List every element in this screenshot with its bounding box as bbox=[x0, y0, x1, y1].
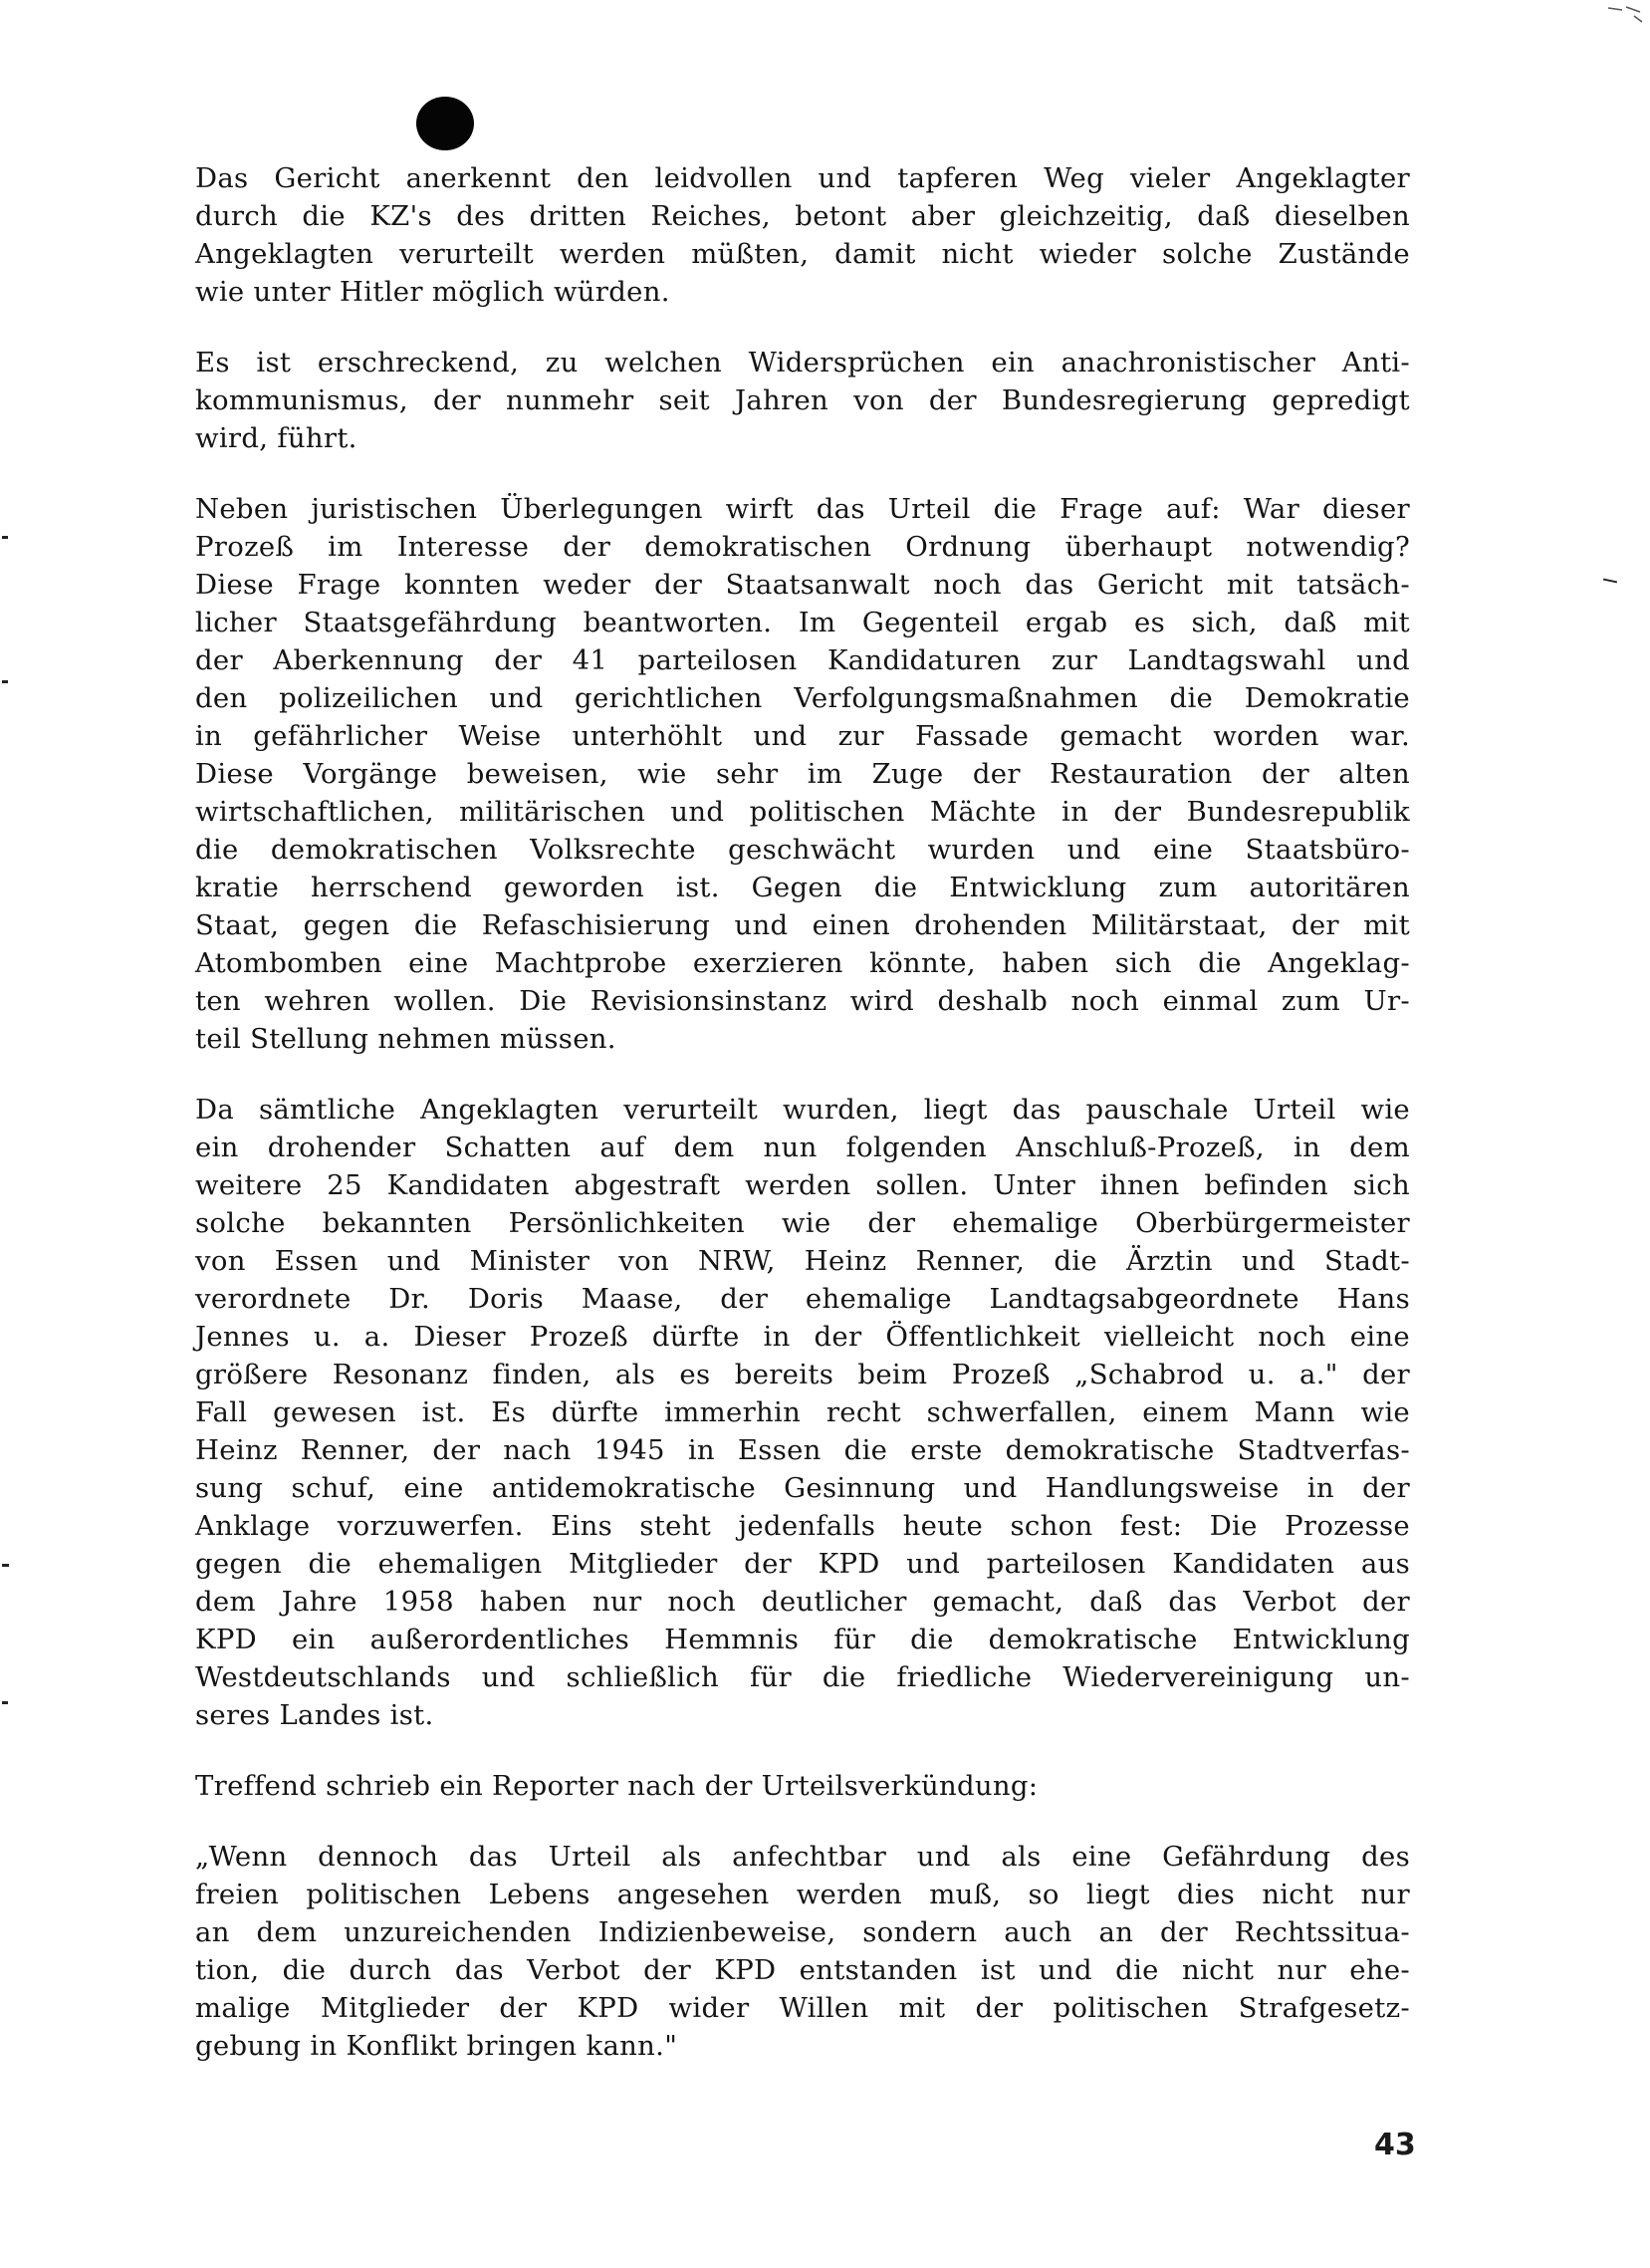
margin-mark bbox=[2, 1701, 8, 1704]
paragraph bbox=[195, 1838, 1410, 2065]
text-line: Westdeutschlands und schließlich für die friedliche Wiedervereinigung un- bbox=[195, 1661, 1410, 1693]
text-line: der Aberkennung der 41 parteilosen Kandidaturen zur Landtagswahl und bbox=[195, 644, 1410, 676]
text-line: von Essen und Minister von NRW, Heinz Renner, die Ärztin und Stadt- bbox=[195, 1245, 1410, 1277]
text-line: wie unter Hitler möglich würden. bbox=[195, 276, 670, 308]
text-line: gegen die ehemaligen Mitglieder der KPD und parteilosen Kandidaten aus bbox=[195, 1548, 1410, 1580]
text-line: wirtschaftlichen, militärischen und politischen Mächte in der Bundesrepublik bbox=[195, 796, 1410, 828]
text-line: Es ist erschreckend, zu welchen Widersprüchen ein anachronistischer Anti- bbox=[195, 347, 1410, 378]
paragraph bbox=[195, 159, 1410, 311]
text-line: KPD ein außerordentliches Hemmnis für die demokratische Entwicklung bbox=[195, 1624, 1410, 1655]
text-line: gebung in Konflikt bringen kann." bbox=[195, 2030, 678, 2062]
text-line: an dem unzureichenden Indizienbeweise, sondern auch an der Rechtssitua- bbox=[195, 1916, 1410, 1948]
text-line: tion, die durch das Verbot der KPD entstanden ist und die nicht nur ehe- bbox=[195, 1954, 1410, 1986]
text-line: Atombomben eine Machtprobe exerzieren könnte, haben sich die Angeklag- bbox=[195, 947, 1410, 979]
text-line: die demokratischen Volksrechte geschwächt wurden und eine Staatsbüro- bbox=[195, 834, 1410, 866]
text-line: durch die KZ's des dritten Reiches, betont aber gleichzeitig, daß dieselben bbox=[195, 200, 1410, 232]
text-line: Neben juristischen Überlegungen wirft das Urteil die Frage auf: War dieser bbox=[195, 493, 1410, 525]
text-line: Heinz Renner, der nach 1945 in Essen die erste demokratische Stadtverfas- bbox=[195, 1434, 1410, 1466]
text-line: kommunismus, der nunmehr seit Jahren von der Bundesregierung gepredigt bbox=[195, 384, 1410, 416]
body-text bbox=[195, 159, 1410, 2098]
text-line: wird, führt. bbox=[195, 422, 357, 454]
margin-mark bbox=[1603, 579, 1617, 584]
text-line: sung schuf, eine antidemokratische Gesinnung und Handlungsweise in der bbox=[195, 1472, 1410, 1504]
text-line: kratie herrschend geworden ist. Gegen die Entwicklung zum autoritären bbox=[195, 872, 1410, 903]
text-line: „Wenn dennoch das Urteil als anfechtbar und als eine Gefährdung des bbox=[195, 1841, 1410, 1873]
text-line: größere Resonanz finden, als es bereits beim Prozeß „Schabrod u. a." der bbox=[195, 1359, 1410, 1390]
text-line: verordnete Dr. Doris Maase, der ehemalige Landtagsabgeordnete Hans bbox=[195, 1283, 1410, 1315]
margin-mark bbox=[2, 680, 8, 683]
text-line: Angeklagten verurteilt werden müßten, damit nicht wieder solche Zustände bbox=[195, 238, 1410, 270]
corner-scan-mark bbox=[1604, 4, 1644, 24]
text-line: solche bekannten Persönlichkeiten wie der ehemalige Oberbürgermeister bbox=[195, 1207, 1410, 1239]
text-line: in gefährlicher Weise unterhöhlt und zur Fassade gemacht worden war. bbox=[195, 720, 1410, 752]
text-line: licher Staatsgefährdung beantworten. Im Gegenteil ergab es sich, daß mit bbox=[195, 607, 1410, 638]
text-line: dem Jahre 1958 haben nur noch deutlicher gemacht, daß das Verbot der bbox=[195, 1586, 1410, 1618]
text-line: ein drohender Schatten auf dem nun folgenden Anschluß-Prozeß, in dem bbox=[195, 1132, 1410, 1163]
page-number: 43 bbox=[1374, 2128, 1416, 2162]
text-line: Diese Vorgänge beweisen, wie sehr im Zuge der Restauration der alten bbox=[195, 758, 1410, 790]
text-line: seres Landes ist. bbox=[195, 1699, 434, 1731]
text-line: Prozeß im Interesse der demokratischen Ordnung überhaupt notwendig? bbox=[195, 531, 1410, 563]
paragraph bbox=[195, 490, 1410, 1058]
text-line: Treffend schrieb ein Reporter nach der Urteilsverkündung: bbox=[195, 1770, 1039, 1802]
text-line: Da sämtliche Angeklagten verurteilt wurden, liegt das pauschale Urteil wie bbox=[195, 1094, 1410, 1126]
text-line: Staat, gegen die Refaschisierung und einen drohenden Militärstaat, der mit bbox=[195, 909, 1410, 941]
text-line: teil Stellung nehmen müssen. bbox=[195, 1023, 616, 1055]
margin-mark bbox=[2, 536, 8, 539]
text-line: Jennes u. a. Dieser Prozeß dürfte in der Öffentlichkeit vielleicht noch eine bbox=[195, 1321, 1410, 1353]
text-line: ten wehren wollen. Die Revisionsinstanz wird deshalb noch einmal zum Ur- bbox=[195, 985, 1410, 1017]
text-line: freien politischen Lebens angesehen werden muß, so liegt dies nicht nur bbox=[195, 1879, 1410, 1910]
paragraph bbox=[195, 344, 1410, 457]
text-line: weitere 25 Kandidaten abgestraft werden sollen. Unter ihnen befinden sich bbox=[195, 1169, 1410, 1201]
text-line: Fall gewesen ist. Es dürfte immerhin recht schwerfallen, einem Mann wie bbox=[195, 1396, 1410, 1428]
text-line: malige Mitglieder der KPD wider Willen mit der politischen Strafgesetz- bbox=[195, 1992, 1410, 2024]
punch-hole-mark bbox=[416, 97, 474, 150]
text-line: Das Gericht anerkennt den leidvollen und tapferen Weg vieler Angeklagter bbox=[195, 162, 1410, 194]
paragraph bbox=[195, 1767, 1410, 1805]
margin-mark bbox=[2, 1564, 9, 1567]
paragraph bbox=[195, 1091, 1410, 1734]
text-line: Diese Frage konnten weder der Staatsanwalt noch das Gericht mit tatsäch- bbox=[195, 569, 1410, 601]
text-line: Anklage vorzuwerfen. Eins steht jedenfalls heute schon fest: Die Prozesse bbox=[195, 1510, 1410, 1542]
text-line: den polizeilichen und gerichtlichen Verfolgungsmaßnahmen die Demokratie bbox=[195, 682, 1410, 714]
